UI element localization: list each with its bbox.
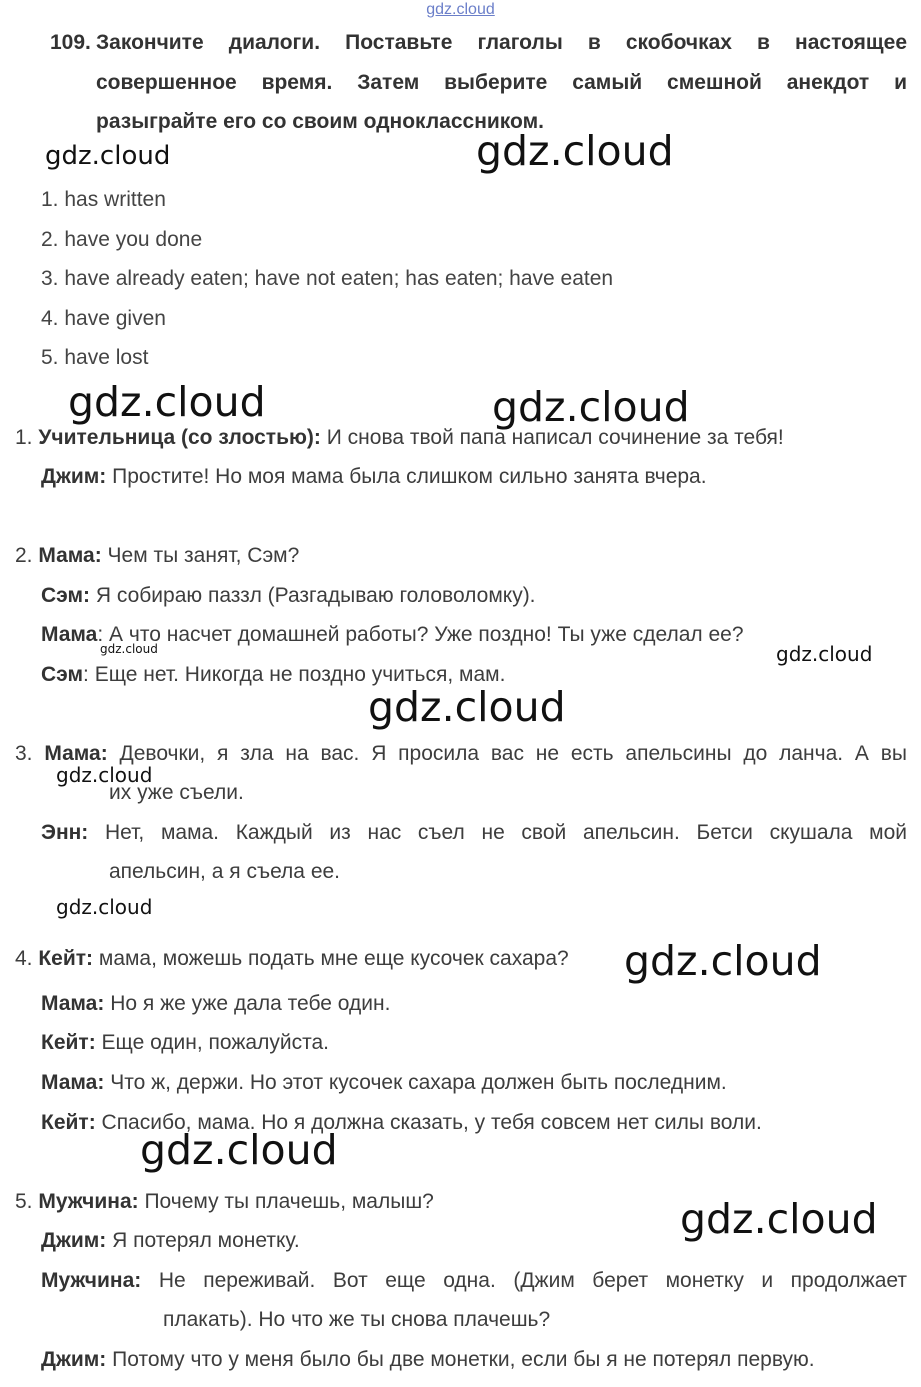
watermark: gdz.cloud (476, 127, 674, 175)
replica: Еще один, пожалуйста. (95, 1031, 329, 1054)
watermark: gdz.cloud (56, 763, 153, 787)
speaker: Энн: (41, 821, 89, 844)
dialogue-5-line-4 (41, 1348, 815, 1372)
dialogue-3-line-2-cont: апельсин, а я съела ее. (109, 860, 341, 883)
replica: Потому что у меня было бы две монетки, если бы я не потерял первую. (106, 1348, 815, 1371)
speaker: Учительница (со злостью): (38, 426, 321, 449)
speaker: Джим: (41, 465, 107, 488)
speaker: Сэм (41, 663, 84, 686)
replica: Я потерял монетку. (106, 1229, 300, 1252)
item-number: 1. (15, 426, 33, 449)
speaker: Кейт: (41, 1031, 96, 1054)
dialogue-5-line-3 (41, 1269, 907, 1293)
dialogue-3-line-2 (41, 821, 907, 845)
speaker: Мама: (41, 1071, 105, 1094)
dialogue-2-line-1 (15, 544, 299, 568)
replica: И снова твой папа написал сочинение за тебя! (320, 426, 784, 449)
speaker: Мужчина: (41, 1269, 142, 1292)
replica: Почему ты плачешь, малыш? (138, 1190, 434, 1213)
watermark: gdz.cloud (140, 1126, 338, 1174)
dialogue-4-line-2 (41, 992, 390, 1016)
replica: Девочки, я зла на вас. Я просила вас не есть апельсины до ланча. А вы (107, 742, 907, 765)
replica: Я собираю паззл (Разгадываю головоломку). (90, 584, 536, 607)
dialogue-5-line-2 (41, 1229, 300, 1253)
watermark: gdz.cloud (492, 383, 690, 431)
task-number: 109. (50, 31, 91, 54)
dialogue-5-line-3-cont: плакать). Но что же ты снова плачешь? (163, 1308, 551, 1331)
answer-1: 1. has written (41, 188, 166, 211)
watermark: gdz.cloud (368, 683, 566, 731)
speaker: Кейт: (38, 947, 94, 970)
watermark: gdz.cloud (776, 642, 873, 666)
item-number: 5. (15, 1190, 33, 1213)
dialogue-4-line-1 (15, 947, 569, 971)
task-line-2: совершенное время. Затем выберите самый смешной анекдот и (96, 71, 907, 94)
answer-5: 5. have lost (41, 346, 149, 369)
dialogue-1-line-2 (41, 465, 707, 489)
item-number: 4. (15, 947, 33, 970)
replica: мама, можешь подать мне еще кусочек сахара? (93, 947, 569, 970)
answer-4: 4. have given (41, 307, 166, 330)
watermark: gdz.cloud (68, 378, 266, 426)
replica: : А что насчет домашней работы? Уже поздно! Ты уже сделал ее? (97, 623, 744, 646)
watermark: gdz.cloud (680, 1195, 878, 1243)
dialogue-2-line-2 (41, 584, 536, 608)
replica: Простите! Но моя мама была слишком сильно занята вчера. (106, 465, 707, 488)
answer-3: 3. have already eaten; have not eaten; has eaten; have eaten (41, 267, 614, 290)
speaker: Джим: (41, 1348, 107, 1371)
replica: Нет, мама. Каждый из нас съел не свой апельсин. Бетси скушала мой (88, 821, 907, 844)
answer-2: 2. have you done (41, 228, 203, 251)
speaker: Сэм: (41, 584, 91, 607)
item-number: 3. (15, 742, 33, 765)
watermark: gdz.cloud (100, 642, 158, 656)
dialogue-4-line-3 (41, 1031, 329, 1055)
speaker: Мужчина: (38, 1190, 139, 1213)
replica: Чем ты занят, Сэм? (101, 544, 300, 567)
top-watermark: gdz.cloud (426, 1, 495, 18)
speaker: Мама: (41, 992, 105, 1015)
speaker: Мама: (38, 544, 102, 567)
replica: Но я же уже дала тебе один. (104, 992, 391, 1015)
replica: Спасибо, мама. Но я должна сказать, у тебя совсем нет силы воли. (95, 1111, 762, 1134)
dialogue-3-line-1-cont: их уже съели. (109, 781, 244, 804)
watermark: gdz.cloud (45, 141, 171, 171)
replica: Что ж, держи. Но этот кусочек сахара должен быть последним. (104, 1071, 727, 1094)
replica: Не переживай. Вот еще одна. (Джим берет монетку и продолжает (141, 1269, 907, 1292)
item-number: 2. (15, 544, 33, 567)
dialogue-5-line-1 (15, 1190, 434, 1214)
watermark: gdz.cloud (624, 937, 822, 985)
task-line-1: Закончите диалоги. Поставьте глаголы в скобочках в настоящее (96, 31, 907, 54)
watermark: gdz.cloud (56, 895, 153, 919)
speaker: Джим: (41, 1229, 107, 1252)
dialogue-4-line-4 (41, 1071, 727, 1095)
speaker: Кейт: (41, 1111, 96, 1134)
task-line-3: разыграйте его со своим одноклассником. (96, 110, 544, 133)
speaker: Мама (41, 623, 98, 646)
replica: : Еще нет. Никогда не поздно учиться, мам. (83, 663, 506, 686)
speaker: Мама: (44, 742, 108, 765)
